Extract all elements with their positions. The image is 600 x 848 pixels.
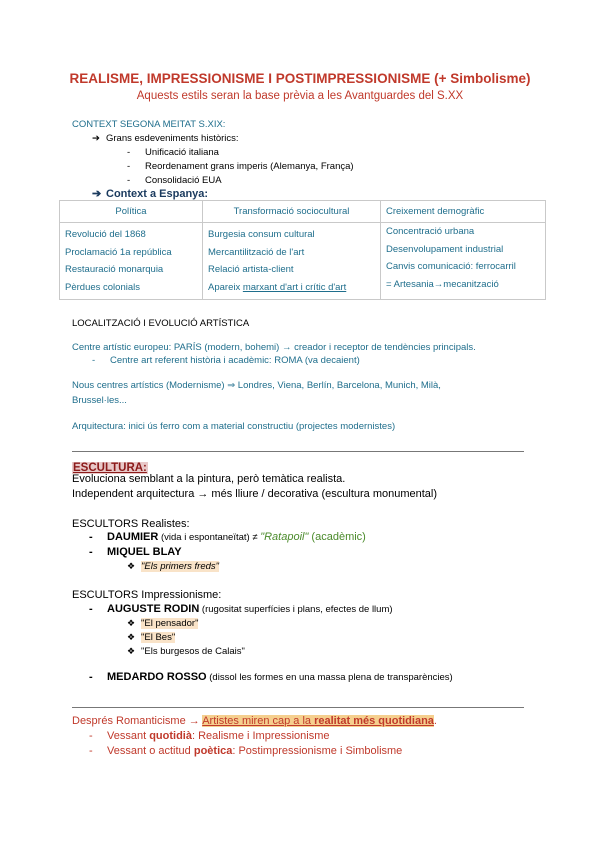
event-item: - Reordenament grans imperis (Alemanya, França) — [127, 161, 354, 172]
table-header: Creixement demogràfic — [381, 201, 546, 223]
page-title: REALISME, IMPRESSIONISME I POSTIMPRESSIONISME (+ Simbolisme) — [69, 71, 531, 86]
rodin-work: ❖ "El Bes" — [127, 632, 176, 643]
rodin-work: ❖ "Els burgesos de Calais" — [127, 646, 245, 657]
table-header: Transformació sociocultural — [203, 201, 381, 223]
new-centers-cont: Brussel·les... — [72, 395, 127, 406]
diamond-bullet-icon: ❖ — [127, 632, 136, 642]
table-cell-politica: Revolució del 1868 Proclamació 1a república Restauració monarquia Pèrdues colonials — [60, 223, 203, 300]
event-item: - Consolidació EUA — [127, 175, 222, 186]
vessant-poetica: - Vessant o actitud poètica: Postimpressionisme i Simbolisme — [89, 745, 403, 757]
events-title: ➔ Grans esdeveniments històrics: — [92, 133, 239, 144]
daumier-item: - DAUMIER (vida i espontaneïtat) ≠ "Ratapoil" (acadèmic) — [89, 531, 366, 543]
architecture-note: Arquitectura: inici ús ferro com a material constructiu (projectes modernistes) — [72, 421, 396, 432]
rodin-item: - AUGUSTE RODIN (rugositat superfícies i plans, efectes de llum) — [89, 603, 393, 615]
divider — [72, 451, 524, 452]
escultura-line1: Evoluciona semblant a la pintura, però temàtica realista. — [72, 473, 346, 485]
rosso-item: - MEDARDO ROSSO (dissol les formes en una massa plena de transparències) — [89, 671, 453, 683]
vessant-quotidia: - Vessant quotidià: Realisme i Impressionisme — [89, 730, 330, 742]
after-romanticism: Després Romanticisme → Artistes miren cap a la realitat més quotidiana. — [72, 715, 437, 727]
event-item: - Unificació italiana — [127, 147, 219, 158]
rodin-work: ❖ "El pensador" — [127, 618, 199, 629]
diamond-bullet-icon: ❖ — [127, 561, 136, 571]
blay-item: - MIQUEL BLAY — [89, 546, 182, 558]
new-centers: Nous centres artístics (Modernisme) ⇒ Londres, Viena, Berlín, Barcelona, Munich, Milà, — [72, 380, 441, 391]
spain-context-table — [59, 200, 546, 300]
context-heading: CONTEXT SEGONA MEITAT S.XIX: — [72, 119, 226, 130]
escultura-heading: ESCULTURA: — [73, 462, 147, 474]
realists-heading: ESCULTORS Realistes: — [72, 518, 190, 530]
table-cell-demografic: Concentració urbana Desenvolupament industrial Canvis comunicació: ferrocarril = Artesania→mecanització — [381, 223, 546, 300]
location-heading: LOCALITZACIÓ I EVOLUCIÓ ARTÍSTICA — [72, 318, 250, 329]
impress-heading: ESCULTORS Impressionisme: — [72, 589, 222, 601]
diamond-bullet-icon: ❖ — [127, 618, 136, 628]
blay-work: ❖ "Els primers freds" — [127, 561, 220, 572]
spain-title: ➔ Context a Espanya: — [92, 188, 209, 200]
table-header: Política — [60, 201, 203, 223]
table-cell-sociocultural: Burgesia consum cultural Mercantilització de l'art Relació artista-client Apareix marxant d'art i crític d'art — [203, 223, 381, 300]
arrow-icon: ➔ — [92, 133, 100, 144]
divider — [72, 707, 524, 708]
location-center-sub: - Centre art referent història i acadèmic: ROMA (va decaient) — [92, 355, 360, 366]
diamond-bullet-icon: ❖ — [127, 646, 136, 656]
page-subtitle: Aquests estils seran la base prèvia a les Avantguardes del S.XX — [136, 90, 464, 102]
location-center: Centre artístic europeu: PARÍS (modern, bohemi) → creador i receptor de tendències principals. — [72, 342, 476, 353]
escultura-line2: Independent arquitectura → més lliure / decorativa (escultura monumental) — [72, 488, 438, 500]
arrow-icon: ➔ — [92, 188, 102, 200]
